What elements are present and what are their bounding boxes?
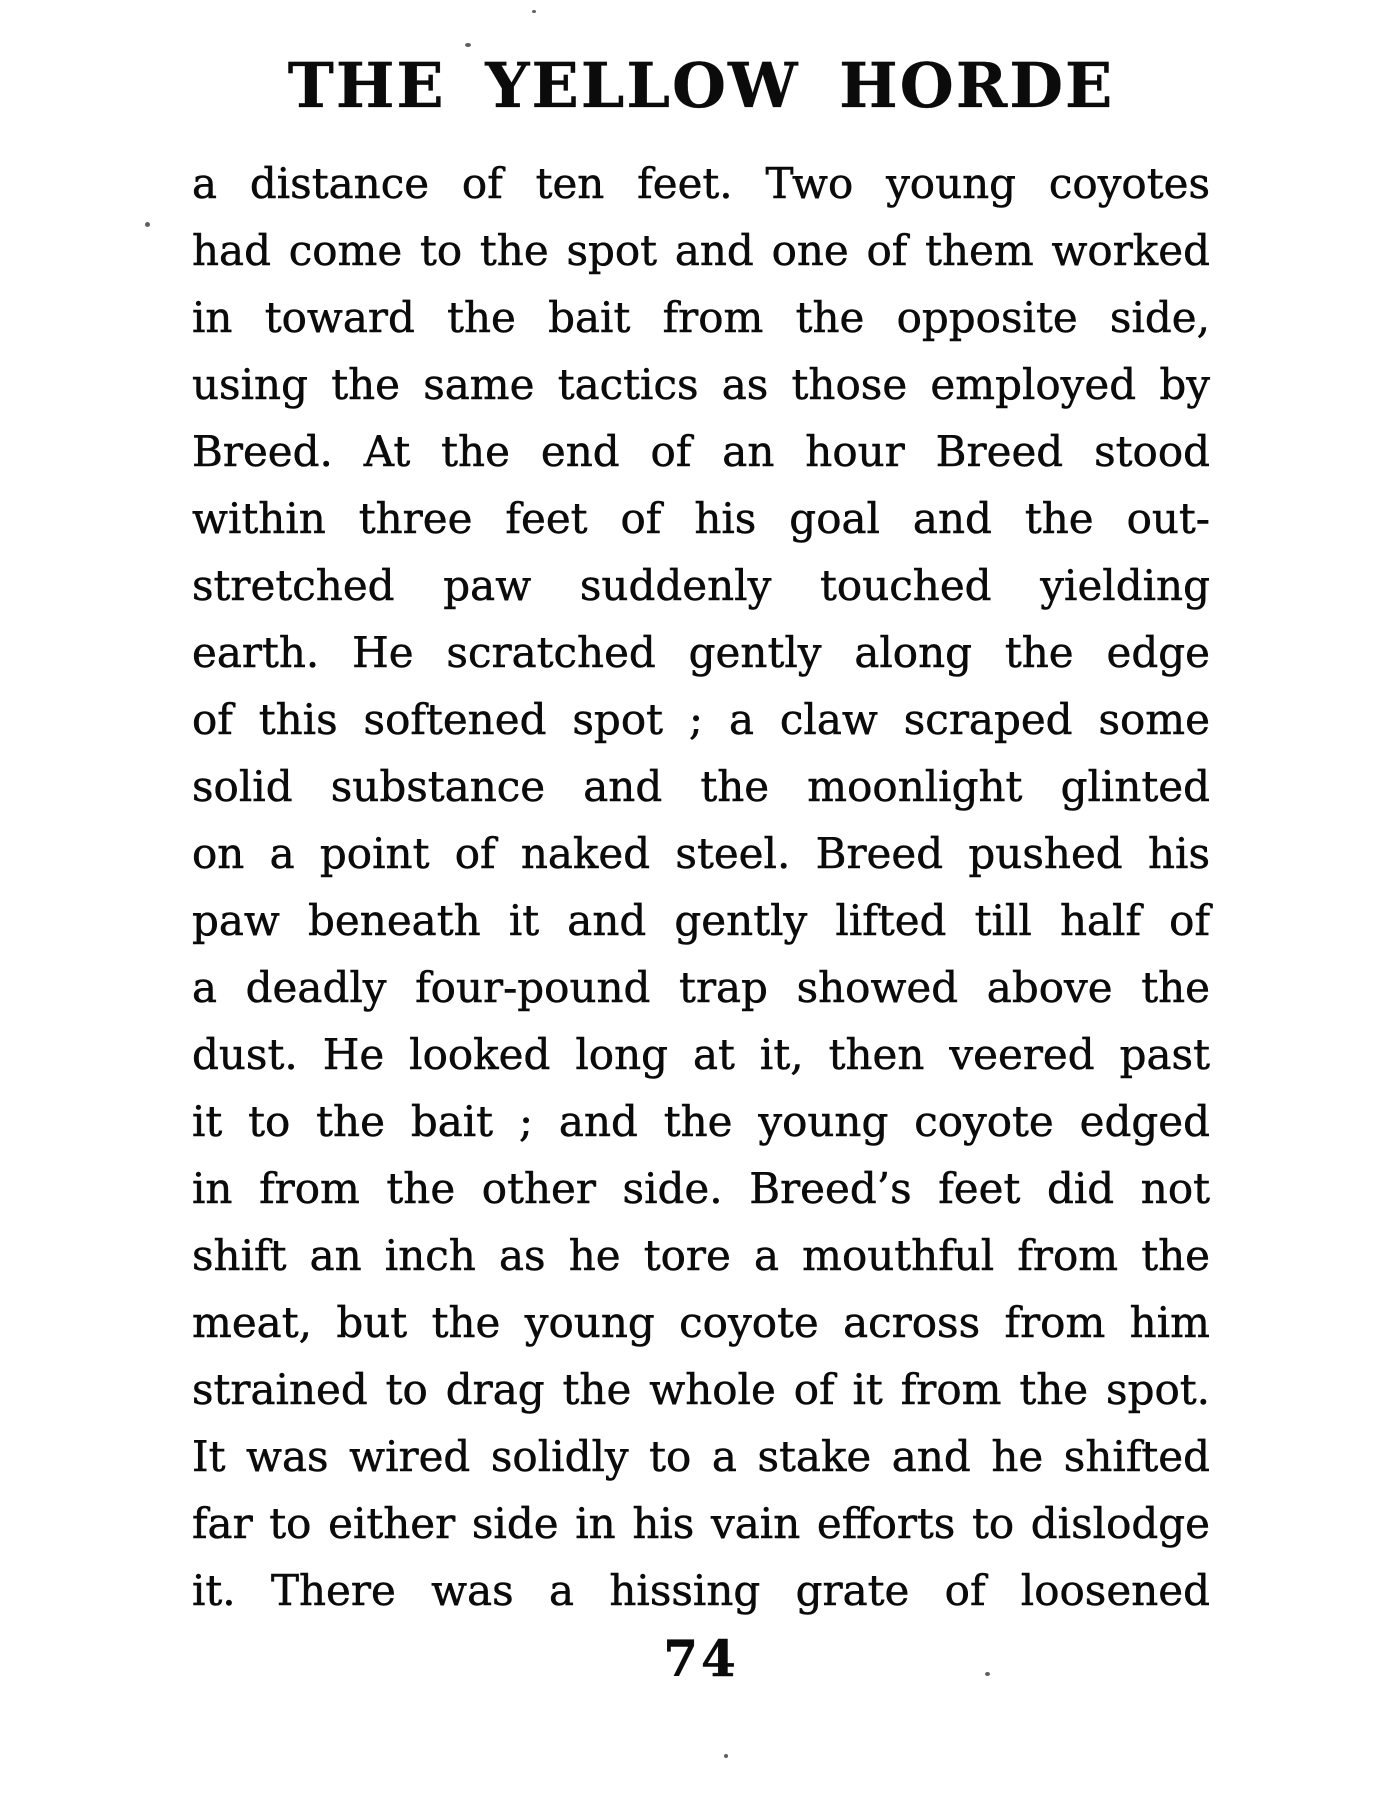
- scan-speck: [724, 1754, 728, 1758]
- text-line: strained to drag the whole of it from the spot.: [192, 1365, 1210, 1414]
- text-line: solid substance and the moonlight glinted: [192, 762, 1210, 811]
- scan-speck: [145, 222, 150, 227]
- page-title: THE YELLOW HORDE: [287, 49, 1115, 122]
- text-line: dust. He looked long at it, then veered past: [192, 1030, 1210, 1079]
- page-number: 74: [663, 1629, 739, 1688]
- text-line: It was wired solidly to a stake and he shifted: [192, 1432, 1210, 1481]
- text-line: stretched paw suddenly touched yielding: [192, 561, 1210, 610]
- scan-speck: [532, 10, 536, 13]
- text-line: it. There was a hissing grate of loosened: [192, 1566, 1210, 1615]
- text-line: far to either side in his vain efforts to dislodge: [192, 1499, 1210, 1548]
- body-text: [192, 150, 1210, 1624]
- text-line: using the same tactics as those employed by: [192, 360, 1210, 409]
- text-line: a distance of ten feet. Two young coyotes: [192, 159, 1210, 208]
- text-line: had come to the spot and one of them worked: [192, 226, 1210, 275]
- text-line: earth. He scratched gently along the edge: [192, 628, 1210, 677]
- text-line: of this softened spot ; a claw scraped some: [192, 695, 1210, 744]
- scan-speck: [465, 43, 471, 47]
- text-line: it to the bait ; and the young coyote edged: [192, 1097, 1210, 1146]
- text-line: Breed. At the end of an hour Breed stood: [192, 427, 1210, 476]
- text-line: shift an inch as he tore a mouthful from the: [192, 1231, 1210, 1280]
- scan-speck: [985, 1672, 990, 1676]
- text-line: in toward the bait from the opposite side,: [192, 293, 1210, 342]
- text-line: meat, but the young coyote across from him: [192, 1298, 1210, 1347]
- text-line: in from the other side. Breed’s feet did not: [192, 1164, 1210, 1213]
- text-line: within three feet of his goal and the out-: [192, 494, 1210, 543]
- text-line: a deadly four-pound trap showed above the: [192, 963, 1210, 1012]
- text-line: on a point of naked steel. Breed pushed his: [192, 829, 1210, 878]
- text-line: paw beneath it and gently lifted till half of: [192, 896, 1210, 945]
